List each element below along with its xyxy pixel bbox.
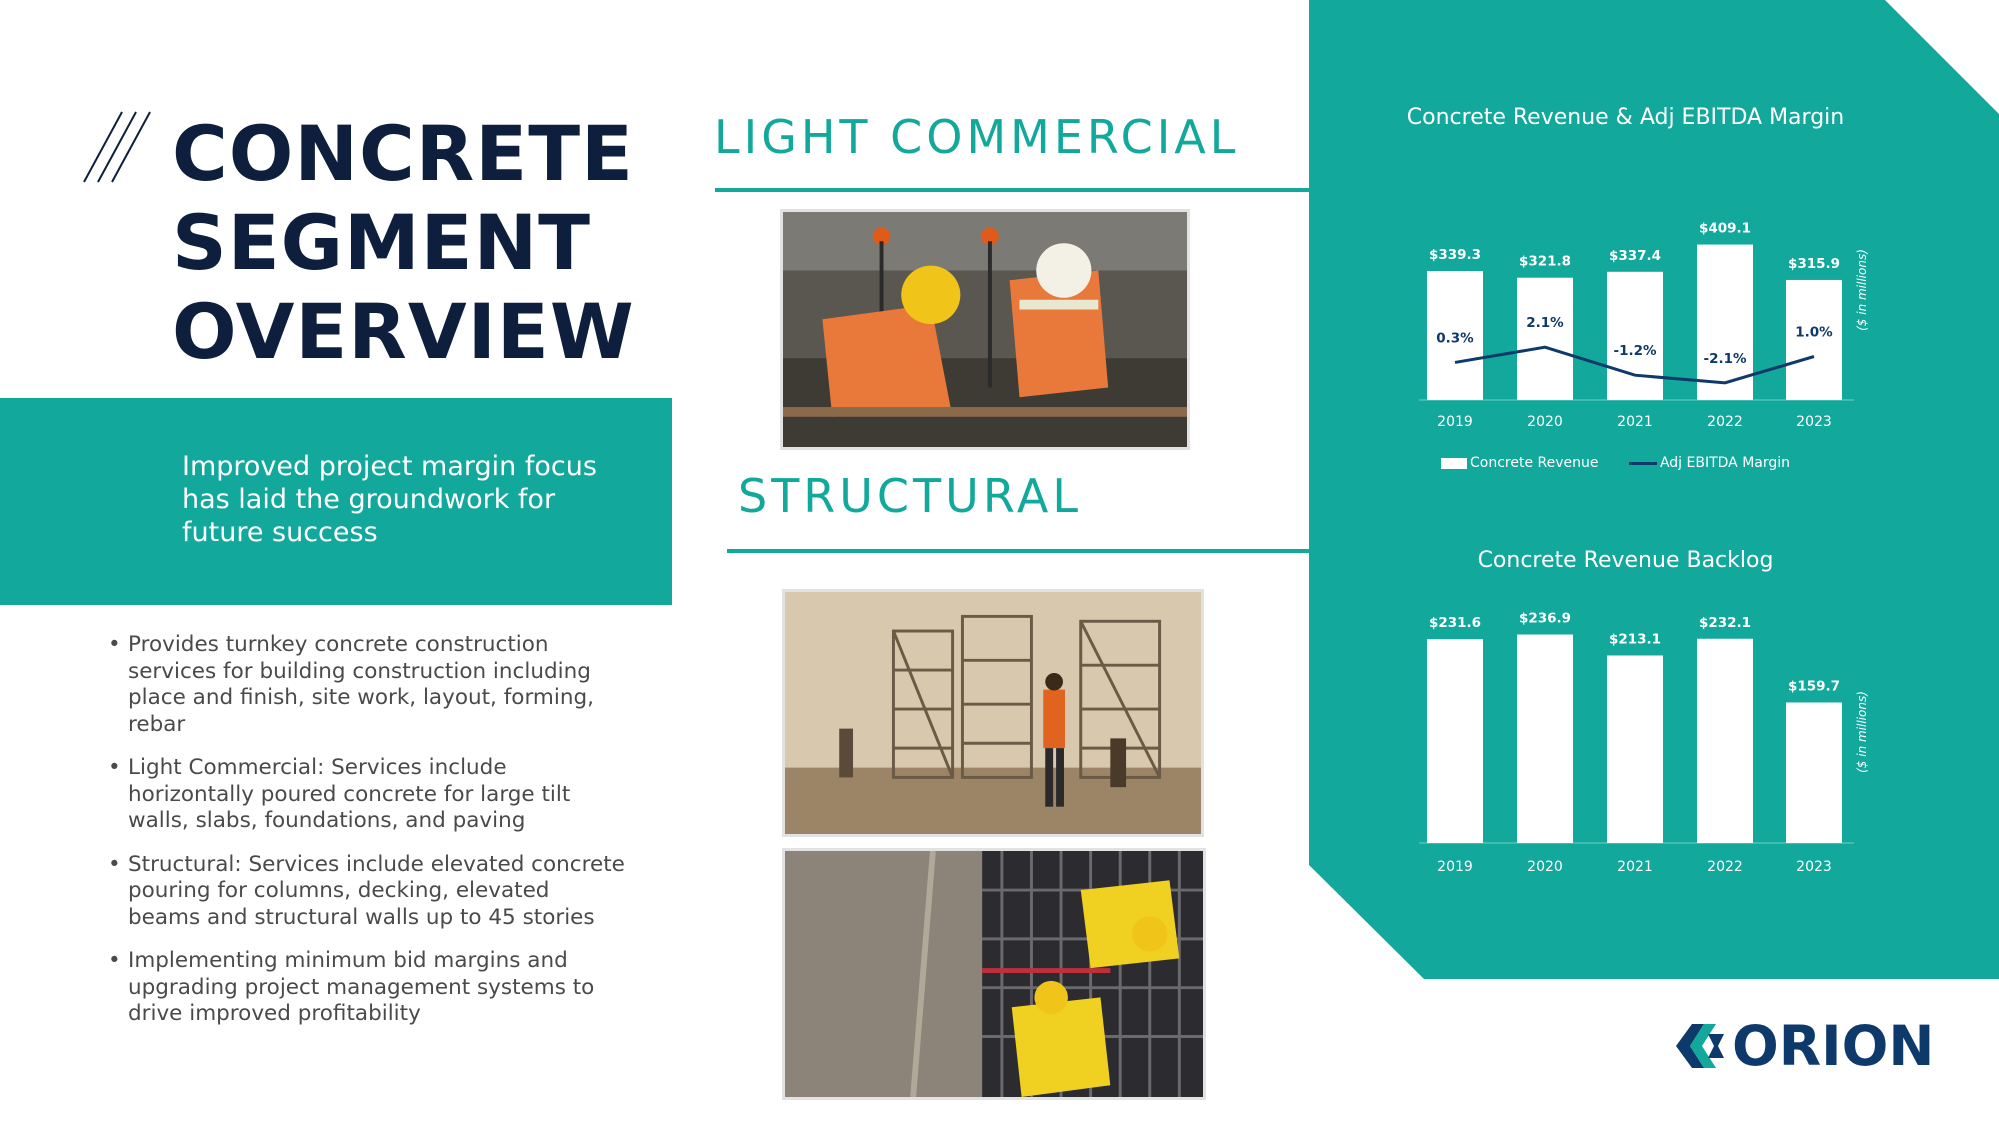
bar-value-label: $236.9 bbox=[1518, 610, 1572, 627]
bullet-item: • Provides turnkey concrete construction services for building construction including place and finish, site work, layout, forming, rebar bbox=[108, 632, 628, 738]
bullet-item: • Structural: Services include elevated concrete pouring for columns, decking, elevated beams and structural walls up to 45 stories bbox=[108, 852, 628, 932]
slash-marks-icon bbox=[82, 110, 162, 185]
bullet-item: • Light Commercial: Services include horizontally poured concrete for large tilt walls, slabs, foundations, and paving bbox=[108, 755, 628, 835]
x-tick-label: 2020 bbox=[1527, 859, 1563, 875]
bar-backlog bbox=[1697, 639, 1753, 843]
tagline-text: Improved project margin focus has laid the groundwork for future success bbox=[182, 451, 597, 548]
page-title-line-3: OVERVIEW bbox=[172, 287, 635, 376]
bar-value-label: $159.7 bbox=[1787, 678, 1841, 695]
x-tick-label: 2021 bbox=[1617, 859, 1653, 875]
orion-logo bbox=[1672, 1014, 1935, 1078]
legend-label-margin: Adj EBITDA Margin bbox=[1659, 455, 1791, 471]
legend-swatch-line bbox=[1629, 462, 1657, 465]
legend-label-revenue: Concrete Revenue bbox=[1470, 455, 1599, 471]
x-tick-label: 2022 bbox=[1707, 414, 1743, 430]
backlog-chart bbox=[1309, 590, 1909, 890]
x-tick-label: 2019 bbox=[1437, 414, 1473, 430]
bar-value-label: $315.9 bbox=[1787, 255, 1841, 272]
y-axis-label: ($ in millions) bbox=[1855, 691, 1869, 773]
legend-item-margin bbox=[1629, 455, 1790, 471]
photo-light-commercial-workers bbox=[780, 209, 1190, 450]
line-value-label: 1.0% bbox=[1795, 324, 1833, 341]
logo-wordmark: ORION bbox=[1732, 1014, 1935, 1078]
x-tick-label: 2023 bbox=[1796, 414, 1832, 430]
x-tick-label: 2019 bbox=[1437, 859, 1473, 875]
bullet-list bbox=[108, 632, 628, 1045]
bar-value-label: $213.1 bbox=[1608, 631, 1662, 648]
section-divider bbox=[715, 188, 1309, 192]
legend-item-revenue bbox=[1441, 455, 1599, 471]
chart-title-backlog: Concrete Revenue Backlog bbox=[1477, 548, 1774, 573]
line-value-label: -1.2% bbox=[1613, 343, 1657, 360]
bullet-item: • Implementing minimum bid margins and upgrading project management systems to drive improved profitability bbox=[108, 948, 628, 1028]
section-heading-light-commercial: LIGHT COMMERCIAL bbox=[714, 110, 1240, 164]
page-title-line-1: CONCRETE bbox=[172, 109, 634, 198]
bar-value-label: $231.6 bbox=[1428, 615, 1482, 632]
bar-backlog bbox=[1607, 655, 1663, 843]
orion-chevron-logo-icon bbox=[1672, 1020, 1732, 1072]
bar-revenue bbox=[1517, 278, 1573, 400]
bar-backlog bbox=[1517, 635, 1573, 843]
bar-value-label: $409.1 bbox=[1698, 220, 1752, 237]
chart-legend bbox=[1441, 455, 1790, 471]
x-tick-label: 2021 bbox=[1617, 414, 1653, 430]
section-divider bbox=[727, 549, 1309, 553]
bar-value-label: $337.4 bbox=[1608, 247, 1662, 264]
line-value-label: -2.1% bbox=[1703, 350, 1747, 367]
photo-structural-scaffolding bbox=[782, 589, 1204, 837]
legend-swatch-bar bbox=[1441, 458, 1467, 469]
line-value-label: 0.3% bbox=[1436, 330, 1474, 347]
x-tick-label: 2023 bbox=[1796, 859, 1832, 875]
revenue-margin-chart bbox=[1309, 170, 1909, 440]
page-title-line-2: SEGMENT bbox=[172, 198, 592, 287]
chart-title-revenue-margin: Concrete Revenue & Adj EBITDA Margin bbox=[1406, 105, 1845, 130]
section-heading-structural: STRUCTURAL bbox=[738, 469, 1083, 523]
x-tick-label: 2022 bbox=[1707, 859, 1743, 875]
bar-value-label: $232.1 bbox=[1698, 614, 1752, 631]
line-value-label: 2.1% bbox=[1526, 315, 1564, 332]
bar-value-label: $321.8 bbox=[1518, 253, 1572, 270]
bar-backlog bbox=[1786, 702, 1842, 843]
bar-revenue bbox=[1607, 272, 1663, 400]
x-tick-label: 2020 bbox=[1527, 414, 1563, 430]
y-axis-label: ($ in millions) bbox=[1855, 249, 1869, 331]
bar-value-label: $339.3 bbox=[1428, 247, 1482, 264]
bar-backlog bbox=[1427, 639, 1483, 843]
photo-structural-rebar-workers bbox=[782, 848, 1206, 1100]
